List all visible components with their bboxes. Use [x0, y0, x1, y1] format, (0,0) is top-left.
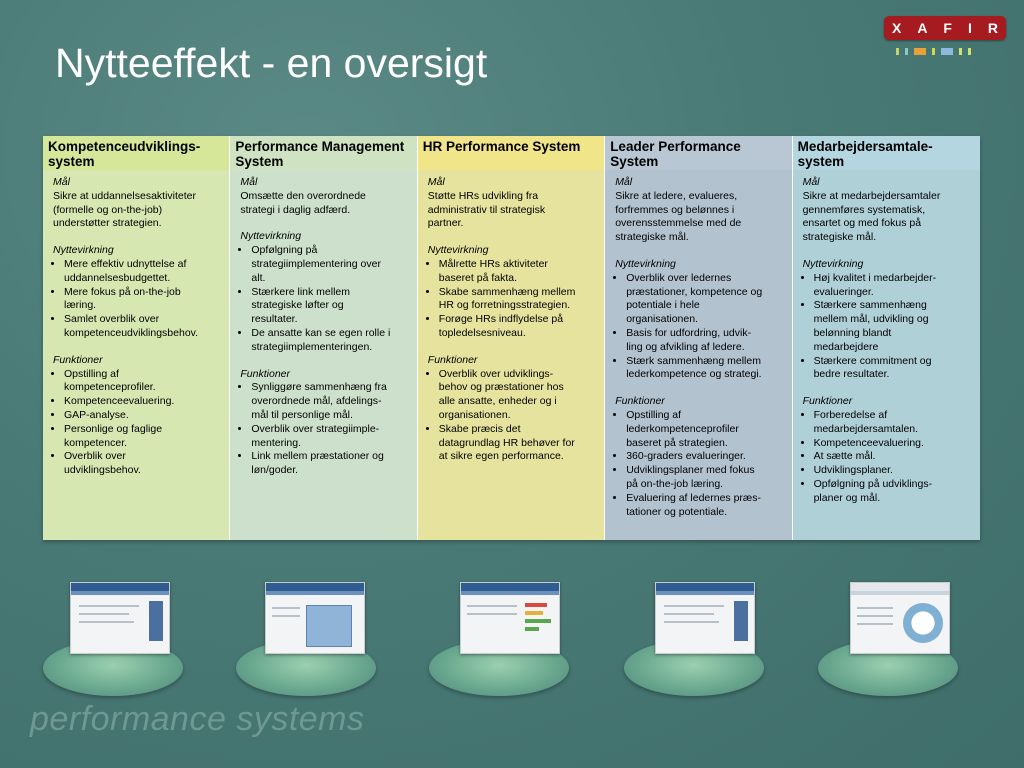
- column-body: [793, 170, 980, 540]
- benefit-item: • Stærkere link mellem strategiske løfter og resultater.: [251, 286, 412, 327]
- slide-title: Nytteeffekt - en oversigt: [55, 40, 488, 86]
- benefit-item: • Overblik over ledernes præstationer, kompetence og potentiale i hele organisationen.: [626, 272, 787, 327]
- system-column: [793, 136, 980, 540]
- benefit-list: [803, 272, 976, 382]
- column-body: [43, 170, 229, 540]
- function-item: • Overblik over strategiimple- mentering.: [251, 423, 412, 451]
- goal-label: Mål: [615, 176, 633, 188]
- goal-text: Sikre at ledere, evalueres, forfremmes og belønnes i overensstemmelse med de strategiske mål.: [615, 189, 742, 244]
- function-section: [240, 368, 412, 478]
- function-list: [428, 368, 600, 465]
- goal-label: Mål: [427, 176, 445, 188]
- function-item: • Kompetenceevaluering.: [814, 437, 976, 451]
- function-item: • Personlige og faglige kompetencer.: [64, 423, 225, 451]
- column-header: Kompetenceudviklings- system: [43, 136, 229, 170]
- screenshot-thumbnail: [70, 582, 170, 654]
- screenshot-thumbnail: [850, 582, 950, 654]
- benefit-section: [615, 258, 787, 382]
- screenshot-thumbnail: [655, 582, 755, 654]
- function-list: [803, 409, 976, 506]
- benefit-label: Nyttevirkning: [427, 244, 489, 257]
- benefit-label: Nyttevirkning: [53, 244, 114, 257]
- performance-systems-watermark: performance systems: [30, 700, 365, 738]
- goal-section: [803, 176, 976, 245]
- goal-text: Omsætte den overordnede strategi i daglig adfærd.: [240, 189, 366, 216]
- logo-letter: A: [917, 20, 928, 36]
- column-body: [418, 170, 604, 540]
- goal-text: Støtte HRs udvikling fra administrativ til strategisk partner.: [427, 189, 546, 230]
- benefit-list: [53, 258, 225, 341]
- function-label: Funktioner: [53, 353, 103, 366]
- function-list: [53, 368, 225, 478]
- function-item: • Udviklingsplaner.: [814, 464, 976, 478]
- benefit-item: • Opfølgning på strategiimplementering over alt.: [251, 244, 412, 285]
- benefit-item: • Forøge HRs indflydelse på topledelsesniveau.: [439, 313, 600, 341]
- system-column: [230, 136, 417, 540]
- function-item: • 360-graders evalueringer.: [626, 450, 787, 464]
- systems-overview-table: [43, 136, 980, 540]
- column-body: [230, 170, 416, 540]
- benefit-list: [615, 272, 787, 382]
- function-item: • Opstilling af lederkompetenceprofiler baseret på strategien.: [626, 409, 787, 450]
- function-item: • Overblik over udviklingsbehov.: [64, 450, 225, 478]
- benefit-label: Nyttevirkning: [240, 230, 302, 243]
- function-section: [615, 395, 787, 519]
- column-header: Performance Management System: [230, 136, 416, 170]
- function-label: Funktioner: [615, 395, 665, 408]
- benefit-label: Nyttevirkning: [802, 257, 864, 270]
- function-item: • Opfølgning på udviklings- planer og mål.: [814, 478, 976, 506]
- column-header: HR Performance System: [418, 136, 604, 170]
- column-header: Leader Performance System: [605, 136, 791, 170]
- goal-label: Mål: [802, 176, 820, 188]
- benefit-item: • Stærk sammenhæng mellem lederkompetence og strategi.: [626, 355, 787, 383]
- benefit-section: [803, 258, 976, 382]
- function-item: • Kompetenceevaluering.: [64, 395, 225, 409]
- function-label: Funktioner: [802, 395, 853, 408]
- system-column: [605, 136, 792, 540]
- benefit-item: • Målrette HRs aktiviteter baseret på fakta.: [439, 258, 600, 286]
- benefit-item: • Basis for udfordring, udvik- ling og afvikling af ledere.: [626, 327, 787, 355]
- benefit-list: [428, 258, 600, 341]
- goal-label: Mål: [53, 176, 70, 188]
- benefit-item: • Høj kvalitet i medarbejder- evalueringer.: [814, 272, 976, 300]
- goal-section: [615, 176, 787, 245]
- goal-section: [240, 176, 412, 217]
- function-section: [53, 354, 225, 478]
- logo-letter: X: [891, 20, 902, 36]
- function-item: • Opstilling af kompetenceprofiler.: [64, 368, 225, 396]
- screenshot-thumbnail: [460, 582, 560, 654]
- benefit-item: • Samlet overblik over kompetenceudviklingsbehov.: [64, 313, 225, 341]
- system-column: [418, 136, 605, 540]
- benefit-item: • Skabe sammenhæng mellem HR og forretningsstrategien.: [439, 286, 600, 314]
- logo-color-squares: [896, 48, 971, 55]
- benefit-list: [240, 244, 412, 354]
- benefit-section: [428, 244, 600, 341]
- benefit-item: • Mere effektiv udnyttelse af uddannelsesbudgettet.: [64, 258, 225, 286]
- function-list: [615, 409, 787, 519]
- function-item: • Link mellem præstationer og løn/goder.: [251, 450, 412, 478]
- function-item: • Overblik over udviklings- behov og præstationer hos alle ansatte, enheder og i organisationen.: [439, 368, 600, 423]
- benefit-section: [53, 244, 225, 341]
- goal-section: [53, 176, 225, 231]
- function-label: Funktioner: [427, 353, 478, 366]
- function-item: • GAP-analyse.: [64, 409, 225, 423]
- xafir-logo: [884, 16, 1006, 40]
- function-list: [240, 381, 412, 478]
- logo-letter: R: [987, 20, 998, 36]
- benefit-item: • Mere fokus på on-the-job læring.: [64, 286, 225, 314]
- column-header: Medarbejdersamtale- system: [793, 136, 980, 170]
- function-section: [428, 354, 600, 464]
- function-item: • Synliggøre sammenhæng fra overordnede mål, afdelings- mål til personlige mål.: [251, 381, 412, 422]
- function-item: • Evaluering af ledernes præs- tationer og potentiale.: [626, 492, 787, 520]
- function-label: Funktioner: [240, 367, 290, 380]
- screenshot-thumbnail: [265, 582, 365, 654]
- goal-section: [428, 176, 600, 231]
- benefit-item: • Stærkere sammenhæng mellem mål, udvikling og belønning blandt medarbejdere: [814, 299, 976, 354]
- logo-letter: I: [967, 20, 972, 36]
- function-item: • Forberedelse af medarbejdersamtalen.: [814, 409, 976, 437]
- goal-text: Sikre at medarbejdersamtaler gennemføres systematisk, ensartet og med fokus på strategiske mål.: [802, 189, 941, 244]
- logo-letter: F: [943, 20, 952, 36]
- column-body: [605, 170, 791, 540]
- benefit-section: [240, 230, 412, 354]
- goal-text: Sikre at uddannelsesaktiviteter (formelle og on-the-job) understøtter strategien.: [53, 189, 196, 230]
- function-item: • Skabe præcis det datagrundlag HR behøver for at sikre egen performance.: [439, 423, 600, 464]
- system-column: [43, 136, 230, 540]
- function-item: • Udviklingsplaner med fokus på on-the-job læring.: [626, 464, 787, 492]
- benefit-label: Nyttevirkning: [615, 257, 676, 270]
- goal-label: Mål: [240, 176, 258, 188]
- function-section: [803, 395, 976, 505]
- benefit-item: • De ansatte kan se egen rolle i strategiimplementeringen.: [251, 327, 412, 355]
- benefit-item: • Stærkere commitment og bedre resultater.: [814, 355, 976, 383]
- function-item: • At sætte mål.: [814, 450, 976, 464]
